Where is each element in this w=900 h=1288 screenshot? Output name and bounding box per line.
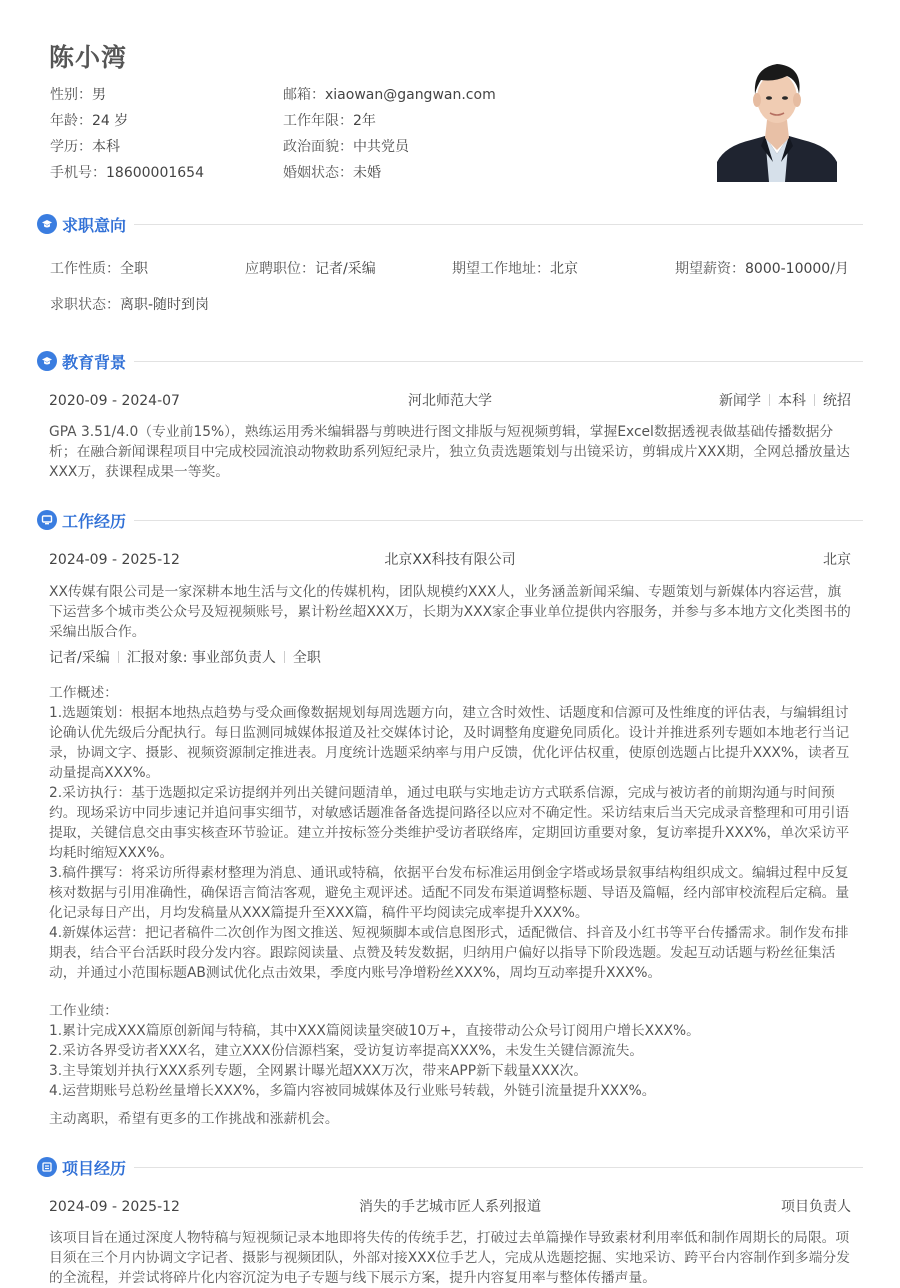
intent-location-value: 北京 (550, 261, 578, 277)
candidate-name: 陈小湾 (49, 43, 128, 72)
overview-item: 1.选题策划：根据本地热点趋势与受众画像数据规划每周选题方向，建立含时效性、话题度和信源可及性维度的评估表，与编辑组讨论确认优先级后分配执行。每日监测同城媒体报道及社交媒体讨论，及时调整角度避免同质化。设计并推进系列专题如本地老行当记录，协调文字、摄影、视频资源制定推进表。月度统计选题采纳率与用户反馈，优化评估权重，使原创选题占比提升XXX%，读者互动量提高XXX%。 (49, 705, 850, 781)
intent-salary (675, 259, 849, 279)
intent-status-value: 离职-随时到岗 (120, 297, 210, 313)
degree-label: 学历： (50, 139, 92, 155)
profile-photo (717, 50, 837, 182)
work-city: 北京 (823, 552, 851, 568)
intent-status (50, 295, 209, 315)
results-item: 3.主导策划并执行XXX系列专题，全网累计曝光超XXX万次，带来APP新下载量XXX次。 (49, 1063, 588, 1079)
marital-label: 婚姻状态： (283, 165, 353, 181)
list-icon (37, 1157, 57, 1177)
work-overview (49, 683, 851, 983)
education-period: 2020-09 - 2024-07 (49, 393, 180, 409)
section-header-intent (37, 213, 863, 235)
separator (769, 394, 770, 406)
results-item: 1.累计完成XXX篇原创新闻与特稿，其中XXX篇阅读量突破10万+，直接带动公众号订阅用户增长XXX%。 (49, 1023, 700, 1039)
work-job-type: 全职 (292, 650, 321, 666)
separator (118, 651, 119, 663)
marital-row (283, 163, 381, 183)
overview-item: 4.新媒体运营：把记者稿件二次创作为图文推送、短视频脚本或信息图形式，适配微信、抖音及小红书等平台传播需求。制作发布排期表，结合平台活跃时段分发内容。跟踪阅读量、点赞及转发数据，归纳用户偏好以指导下阶段选题。发起互动话题与粉丝征集活动，并通过小范围标题AB测试优化点击效果，季度内账号净增粉丝XXX%，周均互动率提升XXX%。 (49, 925, 849, 981)
age-row (50, 111, 128, 131)
separator (284, 651, 285, 663)
education-meta (719, 391, 851, 411)
phone-label: 手机号： (50, 165, 106, 181)
age-value: 24 岁 (92, 113, 129, 129)
gender-row (50, 85, 106, 105)
age-label: 年龄： (50, 113, 92, 129)
section-title-work: 工作经历 (62, 511, 127, 531)
marital-value: 未婚 (353, 165, 381, 181)
section-header-project (37, 1156, 863, 1178)
years-label: 工作年限： (283, 113, 353, 129)
graduation-cap-icon (37, 214, 57, 234)
phone-value: 18600001654 (106, 165, 204, 181)
education-degree: 本科 (778, 393, 806, 409)
email-value: xiaowan@gangwan.com (325, 87, 496, 103)
education-major: 新闻学 (719, 393, 761, 409)
overview-title: 工作概述： (49, 685, 118, 701)
intent-location-label: 期望工作地址： (452, 261, 550, 277)
overview-item: 3.稿件撰写：将采访所得素材整理为消息、通讯或特稿，依据平台发布标准运用倒金字塔或场景叙事结构组织成文。编辑过程中反复核对数据与引用准确性，确保语言简洁客观，避免主观评述。适配不同发布渠道调整标题、导语及篇幅，经内部审校流程后定稿。量化记录每日产出，月均发稿量从XXX篇提升至XXX篇，稿件平均阅读完成率提升XXX%。 (49, 865, 850, 921)
overview-item: 2.采访执行：基于选题拟定采访提纲并列出关键问题清单，通过电联与实地走访方式联系信源，完成与被访者的前期沟通与时间预约。现场采访中同步速记并追问事实细节，对敏感话题准备备选提问路径以应对不确定性。采访结束后当天完成录音整理和可用引语提取，关键信息交由事实核查环节验证。建立并按标签分类维护受访者联络库，定期回访重要对象，复访率提升XXX%，单次采访平均耗时缩短XXX%。 (49, 785, 850, 861)
intent-salary-label: 期望薪资： (675, 261, 745, 277)
education-mode: 统招 (823, 393, 851, 409)
project-period: 2024-09 - 2025-12 (49, 1199, 180, 1215)
phone-row (50, 163, 204, 183)
education-school: 河北师范大学 (408, 393, 492, 409)
work-leave-reason: 主动离职，希望有更多的工作挑战和涨薪机会。 (49, 1111, 339, 1127)
work-role-row (49, 648, 851, 668)
section-title-project: 项目经历 (62, 1158, 127, 1178)
years-row (283, 111, 376, 131)
work-report-to: 汇报对象: 事业部负责人 (126, 650, 276, 666)
intent-type-value: 全职 (120, 261, 148, 277)
project-description: 该项目旨在通过深度人物特稿与短视频记录本地即将失传的传统手艺，打破过去单篇操作导致素材利用率低和制作周期长的局限。项目须在三个月内协调文字记者、摄影与视频团队，外部对接XXX位手艺人，完成从选题挖掘、实地采访、跨平台内容制作到多端分发的全流程，并尝试将碎片化内容沉淀为电子专题与线下展示方案，提升内容复用率与整体传播声量。 (49, 1230, 850, 1286)
email-label: 邮箱： (283, 87, 325, 103)
section-divider (134, 520, 863, 521)
work-company-description: XX传媒有限公司是一家深耕本地生活与文化的传媒机构，团队规模约XXX人，业务涵盖新闻采编、专题策划与新媒体内容运营，旗下运营多个城市类公众号及短视频账号，累计粉丝超XXX万，长期为XXX家企事业单位提供内容服务，并参与多本地方文化类图书的采编出版合作。 (49, 584, 851, 640)
section-divider (134, 361, 863, 362)
results-title: 工作业绩： (49, 1003, 118, 1019)
project-role: 项目负责人 (781, 1199, 851, 1215)
intent-position (245, 259, 376, 279)
intent-status-label: 求职状态： (50, 297, 120, 313)
intent-type (50, 259, 148, 279)
intent-position-label: 应聘职位： (245, 261, 315, 277)
work-results (49, 1001, 851, 1101)
intent-salary-value: 8000-10000/月 (745, 261, 849, 277)
intent-type-label: 工作性质： (50, 261, 120, 277)
portrait-image (717, 50, 837, 182)
gender-value: 男 (92, 87, 106, 103)
work-role: 记者/采编 (49, 650, 110, 666)
work-period: 2024-09 - 2025-12 (49, 552, 180, 568)
intent-position-value: 记者/采编 (315, 261, 376, 277)
section-divider (134, 224, 863, 225)
politics-row (283, 137, 409, 157)
gender-label: 性别： (50, 87, 92, 103)
monitor-icon (37, 510, 57, 530)
degree-row (50, 137, 120, 157)
section-header-education (37, 350, 863, 372)
results-item: 2.采访各界受访者XXX名，建立XXX份信源档案，受访复访率提高XXX%，未发生关键信源流失。 (49, 1043, 644, 1059)
work-company: 北京XX科技有限公司 (384, 552, 516, 568)
section-divider (134, 1167, 863, 1168)
graduation-cap-icon (37, 351, 57, 371)
section-title-education: 教育背景 (62, 352, 127, 372)
intent-location (452, 259, 578, 279)
education-description: GPA 3.51/4.0（专业前15%），熟练运用秀米编辑器与剪映进行图文排版与短视频剪辑，掌握Excel数据透视表做基础传播数据分析；在融合新闻课程项目中完成校园流浪动物救助系列短纪录片，独立负责选题策划与出镜采访，剪辑成片XXX期，全网总播放量达XXX万，获课程成果一等奖。 (49, 424, 850, 480)
politics-value: 中共党员 (353, 139, 409, 155)
project-name: 消失的手艺城市匠人系列报道 (359, 1199, 541, 1215)
politics-label: 政治面貌： (283, 139, 353, 155)
degree-value: 本科 (92, 139, 120, 155)
section-title-intent: 求职意向 (62, 215, 127, 235)
separator (814, 394, 815, 406)
results-item: 4.运营期账号总粉丝量增长XXX%，多篇内容被同城媒体及行业账号转载，外链引流量提升XXX%。 (49, 1083, 656, 1099)
email-row (283, 85, 496, 105)
section-header-work (37, 509, 863, 531)
years-value: 2年 (353, 113, 376, 129)
